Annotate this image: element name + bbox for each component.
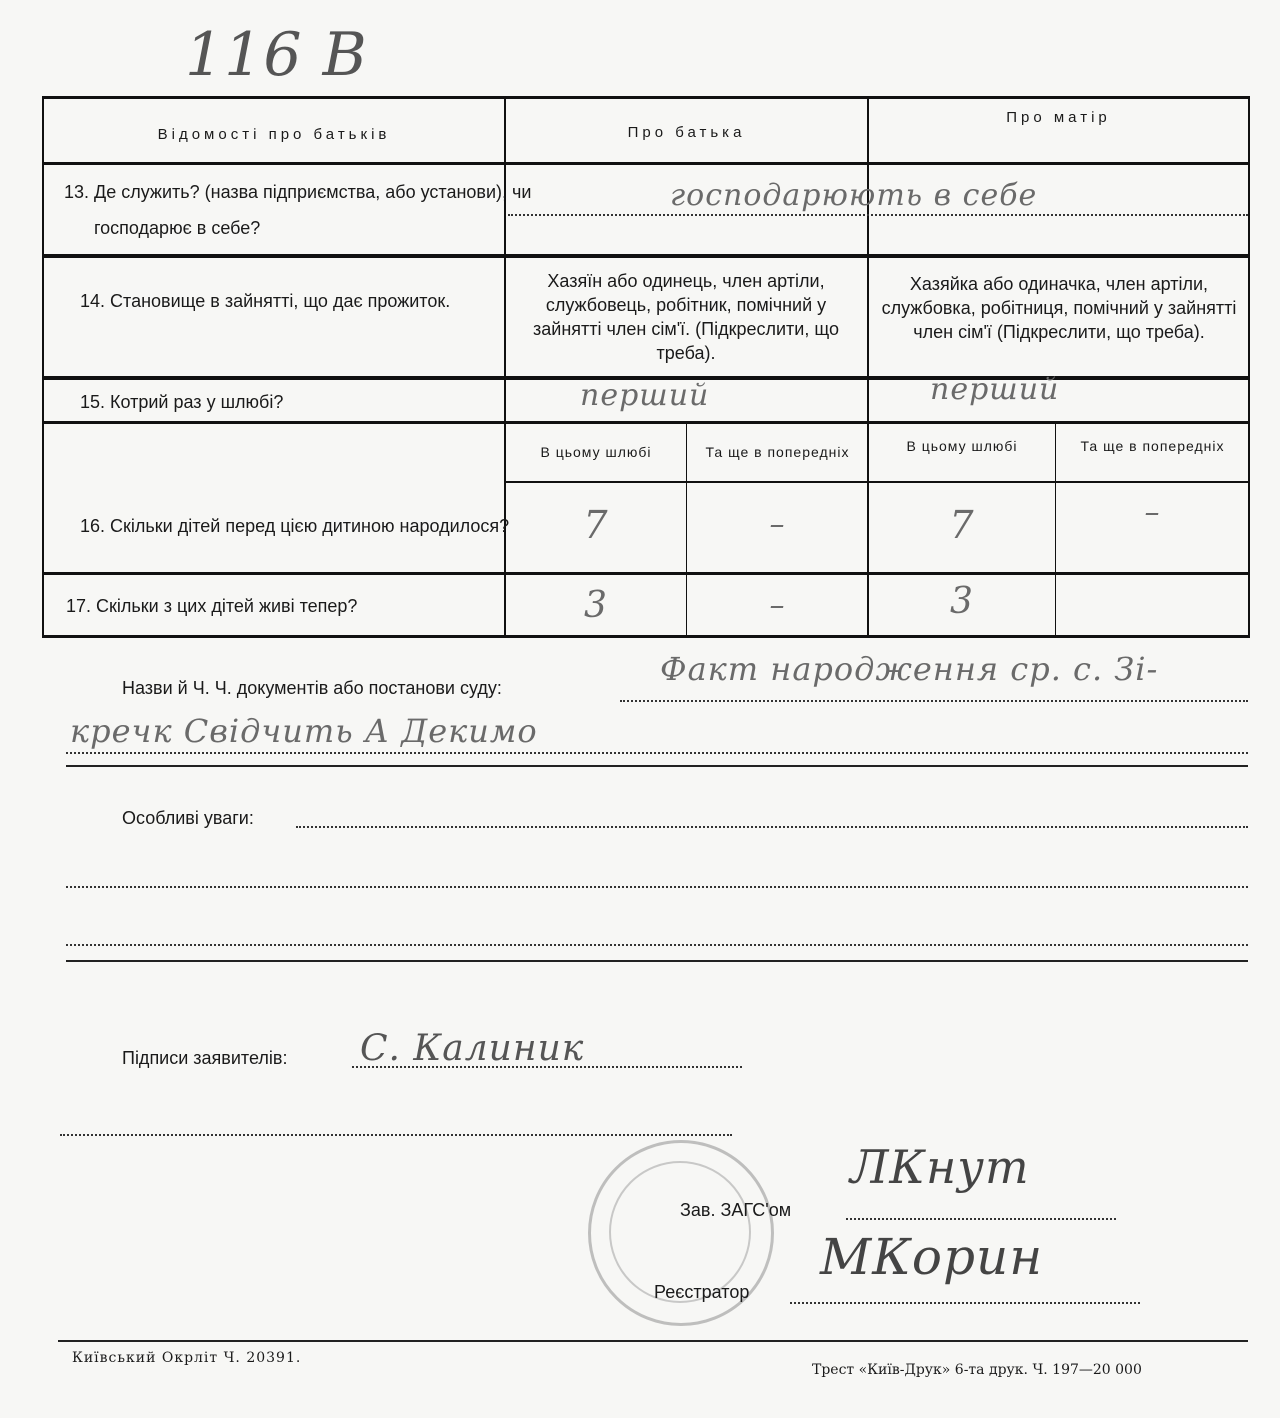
documents-value-line2: кречк Свідчить А Декимо	[70, 712, 538, 750]
documents-value-line1: Факт народження ср. с. Зі-	[660, 650, 1159, 688]
alive-mother-previous	[1057, 574, 1248, 629]
footer-right: Трест «Київ-Друк» 6-та друк. Ч. 197—20 000	[812, 1362, 1142, 1378]
alive-father-this: 3	[584, 584, 608, 626]
children-mother-previous: –	[1144, 495, 1161, 530]
documents-label: Назви й Ч. Ч. документів або постанови суду:	[122, 678, 502, 698]
answer-13: господарюють в себе	[670, 178, 1038, 213]
father-occupation-options: Хазяїн або одинець, член артіли, службовець, робітник, помічний у зайнятті член сім'ї. (Підкреслити, що треба).	[533, 271, 839, 363]
registrar-label: Реєстратор	[654, 1282, 750, 1302]
header-father: Про батька	[627, 124, 746, 141]
mother-marriage-count: перший	[930, 372, 1060, 407]
head-label: Зав. ЗАГС'ом	[680, 1200, 792, 1220]
registrar-signature: МКорин	[820, 1228, 1044, 1286]
handwritten-number: 116 В	[185, 20, 368, 90]
question-16: 16. Скільки дітей перед цією дитиною народилося?	[80, 516, 510, 536]
remarks-label: Особливі уваги:	[122, 808, 254, 828]
children-father-this: 7	[583, 503, 609, 547]
applicant-signature: С. Калиник	[360, 1028, 585, 1069]
children-father-previous: –	[769, 507, 786, 542]
question-14: 14. Становище в зайнятті, що дає прожиток.	[80, 291, 451, 311]
question-13: 13. Де служить? (назва підприємства, або установи), чи господарює в себе?	[64, 182, 532, 238]
header-parents-info: Відомості про батьків	[157, 126, 391, 143]
subheader-mother-previous: Та ще в попередніх	[1080, 438, 1225, 454]
applicants-signatures-label: Підписи заявителів:	[122, 1048, 288, 1068]
head-signature: ЛКнут	[850, 1140, 1030, 1194]
footer-left: Київський Окрліт Ч. 20391.	[72, 1350, 302, 1366]
subheader-father-previous: Та ще в попередніх	[705, 444, 850, 460]
alive-father-previous: –	[769, 587, 786, 623]
question-17: 17. Скільки з цих дітей живі тепер?	[66, 596, 358, 616]
children-mother-this: 7	[949, 503, 975, 547]
subheader-mother-this-marriage: В цьому шлюбі	[906, 438, 1018, 454]
father-marriage-count: перший	[580, 378, 710, 413]
alive-mother-this: 3	[950, 580, 974, 622]
header-mother: Про матір	[1006, 108, 1111, 126]
question-15: 15. Котрий раз у шлюбі?	[80, 392, 284, 412]
subheader-father-this-marriage: В цьому шлюбі	[540, 444, 652, 460]
mother-occupation-options: Хазяйка або одиначка, член артіли, службовка, робітниця, помічний у зайнятті член сім'ї (Підкреслити, що треба).	[881, 274, 1237, 342]
